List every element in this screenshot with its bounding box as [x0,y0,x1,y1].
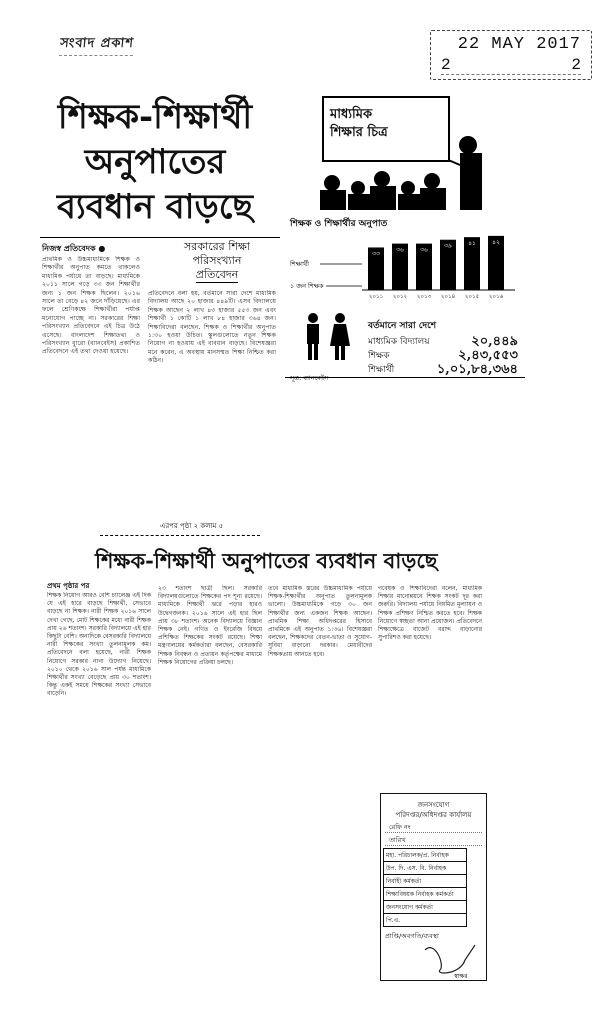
x-tick-label: ২০১২ [392,294,408,300]
main-headline [30,95,280,230]
stamp-date: 22 MAY 2017 [457,35,581,54]
stamp-left-number: 2 [441,56,451,74]
bar-value-label: ৪১ [468,240,476,248]
slip-title [381,800,486,820]
stats-value: ২০,৪৪৯ [471,334,518,349]
stats-label: শিক্ষার্থী [368,365,395,375]
teacher-silhouette-icon [460,153,482,210]
bar-value-label: ৩৯ [444,242,452,250]
board-text [330,106,388,142]
people-icon [298,312,358,362]
bar-value-label: ৩৩ [372,250,380,258]
x-tick-label: ২০১৩ [416,294,432,300]
slip-table [383,848,467,927]
continuation-column: গবেষক ও শিক্ষাবিদেরা বলেন, মাধ্যমিক শিক্ষার মানোন্নয়নে শিক্ষক সংকট দূর করা জরুরি। বিদ্যালয় পর্যায়ে নিয়মিত মূল্যায়ন ও শিক্ষক প্রশিক্ষণ নিশ্চিত করতে হবে। শিক্ষক নিয়োগে স্বচ্ছতা আনা প্রয়োজন। প্রতিবেদনে শিক্ষাক্ষেত্রে বাজেট বরাদ্দ বাড়ানোর সুপারিশও করা হয়েছে। [378,585,482,642]
source-credit: সূত্র: ব্যানবেইস [290,374,329,382]
teacher-annotation: ১ জন শিক্ষক [290,282,324,290]
divider [100,535,260,536]
article-column-2: প্রতিবেদনে বলা হয়, বর্তমানে সারা দেশে মাধ্যমিক বিদ্যালয় আছে ২০ হাজার ৪৪৯টি। এসব বিদ্যালয়ে শিক্ষক আছেন ২ লাখ ৪৩ হাজার ৫৫৩ জন এবং শিক্ষার্থী ১ কোটি ১ লাখ ৮৪ হাজার ৩৬৪ জন। শিক্ষাবিদেরা বলছেন, শিক্ষক ও শিক্ষার্থীর অনুপাত ১:৩০ হওয়া উচিত। স্কুলগুলোতে নতুন শিক্ষক নিয়োগ না হওয়ায় এই ব্যবধান বাড়ছে। বিশেষজ্ঞরা মনে করেন, এ অবস্থায় মানসম্মত শিক্ষা নিশ্চিত করা কঠিন। [148,290,276,365]
bar-value-label: ৪২ [492,238,500,246]
article-column-1: প্রাথমিক ও উচ্চমাধ্যমিকে শিক্ষক ও শিক্ষার্থীর অনুপাত কমতে থাকলেও মাধ্যমিক পর্যায়ে তা বাড়ছে। মাধ্যমিকে ২০১১ সালে গড়ে ৩৩ জন শিক্ষার্থীর জন্য ১ জন শিক্ষক ছিলেন। ২০১৬ সালে তা বেড়ে ৪২ জনে দাঁড়িয়েছে। এর ফলে শ্রেণিকক্ষে শিক্ষার্থীরা পর্যাপ্ত মনোযোগ পাচ্ছে না। সরকারের শিক্ষা পরিসংখ্যান প্রতিবেদনে এই চিত্র উঠে এসেছে। বাংলাদেশ শিক্ষাতথ্য ও পরিসংখ্যান ব্যুরো (ব্যানবেইস) প্রকাশিত প্রতিবেদনে এই তথ্য দেওয়া হয়েছে। [42,256,140,356]
slip-row: মহা. পরিচালক/প্র. নির্বাহক [384,849,467,862]
headline-line: শিক্ষক-শিক্ষার্থী [57,97,253,137]
continued-note: এরপর পৃষ্ঠা ২ কলাম ৫ [160,522,224,530]
stamp-page-row [441,56,581,75]
bar-value-label: ৩৬ [396,246,404,254]
subheadline [162,240,272,283]
stats-row [368,349,518,363]
continuation-headline: শিক্ষক-শিক্ষার্থী অনুপাতের ব্যবধান বাড়ছে [95,548,438,573]
slip-field: তারিখ [385,835,482,846]
slip-row: শিক্ষাবিষয়ক নির্বাহক কর্মকর্তা [384,888,467,901]
divider [285,377,525,378]
bar-value-label: ৩৬ [420,246,428,254]
from-page-label: প্রথম পৃষ্ঠার পর [47,582,90,590]
continuation-column: শিক্ষক নিয়োগ আরও বেশি চ্যালেঞ্জ এই দিক যে এই হারে বাড়ছে শিক্ষার্থী, সেভাবে বাড়ছে না শিক্ষক। নারী শিক্ষক ২০১৬ সালে দেখা গেছে, মোট শিক্ষকের মধ্যে নারী শিক্ষক প্রায় ২৬ শতাংশ। সরকারি বিদ্যালয়ে এই হার কিছুটা বেশি। অন্যদিকে বেসরকারি বিদ্যালয়ে নারী শিক্ষকের সংখ্যা তুলনামূলক কম। প্রতিবেদনে বলা হয়েছে, নারী শিক্ষক নিয়োগে সরকার নানা উদ্যোগ নিয়েছে। ২০১০ থেকে ২০১৬ সাল পর্যন্ত মাধ্যমিকে শিক্ষার্থীর সংখ্যা বেড়েছে প্রায় ৩০ শতাংশ। কিন্তু একই সময়ে শিক্ষকের সংখ্যা সেভাবে বাড়েনি। [47,592,151,698]
stats-header: বর্তমানে সারা দেশে [368,321,437,331]
continuation-column: তবে মাধ্যমিক স্তরের উচ্চমাধ্যমিক পর্যায়ে শিক্ষক-শিক্ষার্থীর অনুপাত তুলনামূলক ভালো। উচ্চমাধ্যমিকে গড়ে ৩০ জন শিক্ষার্থীর জন্য একজন শিক্ষক আছেন। প্রাথমিক শিক্ষা অধিদপ্তরের হিসাবে প্রাথমিকে এই অনুপাত ১:৩৬। বিশেষজ্ঞরা বলছেন, শিক্ষকদের বেতন-ভাতা ও সুযোগ-সুবিধা বাড়ানো দরকার। মেধাবীদের শিক্ষকতায় আনতে হবে। [268,585,372,658]
students-silhouette-icon [320,171,446,210]
divider [40,237,280,238]
headline-line: ব্যবধান বাড়ছে [56,187,254,227]
continuation-column: ২৩ শতাংশ ছাত্রী ছিল। সরকারি বিদ্যালয়গুলোতে শিক্ষকের পদ শূন্য রয়েছে। মাধ্যমিকে শিক্ষার্থী ঝরে পড়ার হারও উদ্বেগজনক। ২০১৬ সালে এই হার ছিল প্রায় ৩৮ শতাংশ। অনেক বিদ্যালয়ে বিজ্ঞান শিক্ষক নেই। গণিত ও ইংরেজি বিষয়ে প্রশিক্ষিত শিক্ষকের সংকট রয়েছে। শিক্ষা মন্ত্রণালয়ের কর্মকর্তারা বলছেন, বেসরকারি শিক্ষক নিবন্ধন ও প্রত্যয়ন কর্তৃপক্ষের মাধ্যমে শিক্ষক নিয়োগের প্রক্রিয়া চলছে। [158,585,262,666]
stamp-right-number: 2 [571,56,581,74]
board-line: শিক্ষার চিত্র [330,125,388,140]
stats-box [368,318,518,377]
slip-row: উপ. দি. এস. বি. নির্বাহক [384,862,467,875]
stats-row [368,335,518,349]
student-annotation: শিক্ষার্থী [290,260,309,268]
x-tick-label: ২০১৫ [464,294,480,300]
subhead-line: প্রতিবেদন [195,268,239,281]
byline: নিজস্ব প্রতিবেদক ● [42,244,106,253]
stats-value: ২,৪৩,৫৫৩ [458,348,518,363]
ratio-bar-chart [290,228,515,300]
headline-line: অনুপাতের [84,142,226,182]
x-tick-label: ২০১১ [368,294,384,300]
subhead-line: সরকারের শিক্ষা [184,240,250,253]
slip-row: পি.এ. [384,914,467,927]
x-tick-label: ২০১৬ [488,294,504,300]
x-tick-label: ২০১৪ [440,294,456,300]
slip-field: রেফি নং [385,822,482,833]
slip-row: নির্বাহী কর্মকর্তা [384,875,467,888]
slip-title-line: জনসংযোগ [417,801,450,809]
newspaper-masthead: সংবাদ প্রকাশ [59,34,135,56]
signature-label: স্বাক্ষর [454,973,468,980]
board-line: মাধ্যমিক [330,107,373,122]
date-stamp [430,30,592,80]
slip-title-line: পরিদপ্তর/অধিদপ্তর কার্যালয় [395,811,472,819]
stats-row [368,363,518,377]
chart-title: শিক্ষক ও শিক্ষার্থীর অনুপাত [290,219,388,229]
stats-label: মাধ্যমিক বিদ্যালয় [368,337,430,347]
slip-row: জনসংযোগ কর্মকর্তা [384,901,467,914]
stats-label: শিক্ষক [368,351,390,361]
signature-scribble [420,940,480,980]
slip-note: প্রাপ্তি/অবগতি/ব্যবস্থা [385,932,439,940]
stats-value: ১,০১,৮৪,৩৬৪ [436,362,518,377]
subhead-line: পরিসংখ্যান [192,254,242,267]
